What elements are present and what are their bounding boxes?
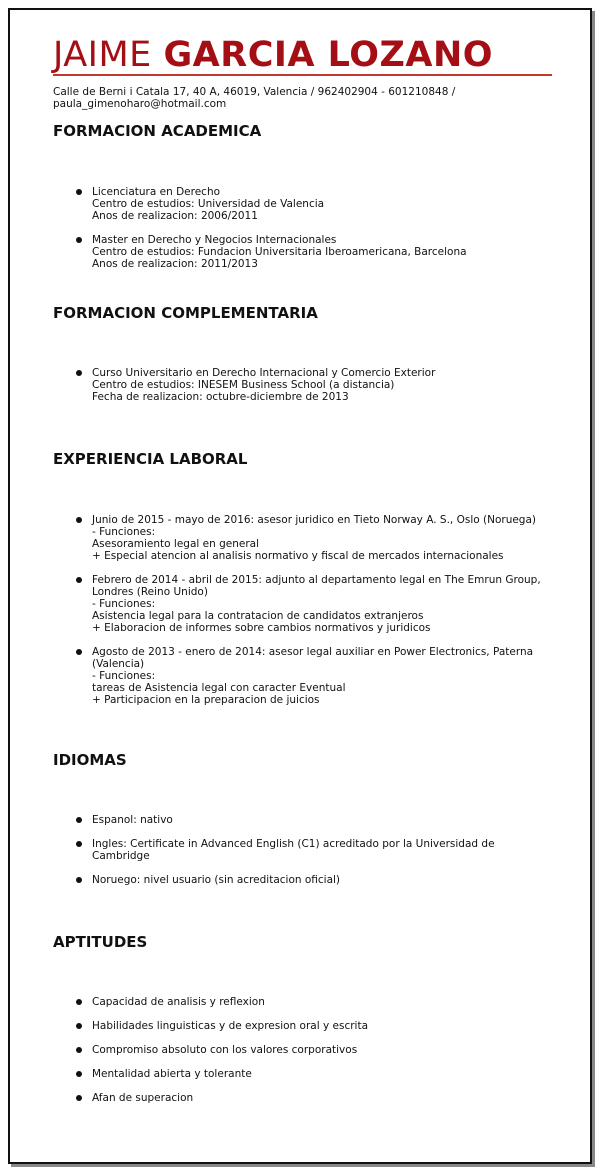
section-title-formacion-complementaria: FORMACION COMPLEMENTARIA [53, 304, 318, 322]
list-item [76, 186, 546, 222]
experiencia-laboral-list [76, 514, 546, 706]
bullet-icon [76, 370, 82, 376]
list-item [76, 646, 546, 706]
section-title-aptitudes: APTITUDES [53, 933, 148, 951]
item-line: Agosto de 2013 - enero de 2014: asesor legal auxiliar en Power Electronics, Paterna [92, 646, 534, 658]
list-item [76, 367, 546, 403]
bullet-icon [76, 877, 82, 883]
item-line: Asesoramiento legal en general [92, 538, 259, 550]
item-line: Asistencia legal para la contratacion de candidatos extranjeros [92, 610, 424, 622]
formacion-academica-list [76, 186, 546, 270]
list-item [76, 514, 546, 562]
bullet-icon [76, 1095, 82, 1101]
item-line: Afan de superacion [92, 1092, 194, 1104]
item-line: - Funciones: [92, 598, 156, 610]
list-item [76, 814, 546, 826]
list-item [76, 1092, 546, 1104]
item-line: Anos de realizacion: 2011/2013 [92, 258, 258, 270]
item-line: + Especial atencion al analisis normativo y fiscal de mercados internacionales [92, 550, 504, 562]
item-line: Centro de estudios: Fundacion Universitaria Iberoamericana, Barcelona [92, 246, 467, 258]
item-line: + Participacion en la preparacion de juicios [92, 694, 320, 706]
list-item [76, 1044, 546, 1056]
bullet-icon [76, 1071, 82, 1077]
item-line: Centro de estudios: Universidad de Valencia [92, 198, 325, 210]
candidate-name [53, 35, 494, 75]
section-title-idiomas: IDIOMAS [53, 751, 127, 769]
bullet-icon [76, 1023, 82, 1029]
item-line: Ingles: Certificate in Advanced English (C1) acreditado por la Universidad de [92, 838, 495, 850]
item-line: tareas de Asistencia legal con caracter Eventual [92, 682, 346, 694]
bullet-icon [76, 841, 82, 847]
list-item [76, 234, 546, 270]
idiomas-list [76, 814, 546, 886]
list-item [76, 996, 546, 1008]
item-line: Licenciatura en Derecho [92, 186, 221, 198]
bullet-icon [76, 817, 82, 823]
item-line: Centro de estudios: INESEM Business School (a distancia) [92, 379, 395, 391]
item-line: Anos de realizacion: 2006/2011 [92, 210, 258, 222]
contact-email: paula_gimenoharo@hotmail.com [53, 98, 227, 110]
section-title-formacion-academica: FORMACION ACADEMICA [53, 122, 262, 140]
list-item [76, 838, 546, 862]
last-name: GARCIA LOZANO [163, 35, 494, 75]
section-title-experiencia-laboral: EXPERIENCIA LABORAL [53, 450, 248, 468]
list-item [76, 574, 546, 634]
header-divider [53, 74, 552, 76]
aptitudes-list [76, 996, 546, 1104]
bullet-icon [76, 189, 82, 195]
item-line: Curso Universitario en Derecho Internacional y Comercio Exterior [92, 367, 436, 379]
item-line: Espanol: nativo [92, 814, 173, 826]
item-line: - Funciones: [92, 526, 156, 538]
bullet-icon [76, 517, 82, 523]
item-line: + Elaboracion de informes sobre cambios normativos y juridicos [92, 622, 431, 634]
contact-address-phone: Calle de Berni i Catala 17, 40 A, 46019, Valencia / 962402904 - 601210848 / [53, 86, 456, 98]
bullet-icon [76, 999, 82, 1005]
item-line: Capacidad de analisis y reflexion [92, 996, 265, 1008]
item-line: Londres (Reino Unido) [92, 586, 208, 598]
item-line: Habilidades linguisticas y de expresion oral y escrita [92, 1020, 369, 1032]
list-item [76, 1068, 546, 1080]
contact-info [53, 86, 483, 110]
bullet-icon [76, 649, 82, 655]
item-line: Mentalidad abierta y tolerante [92, 1068, 252, 1080]
item-line: Noruego: nivel usuario (sin acreditacion oficial) [92, 874, 341, 886]
item-line: - Funciones: [92, 670, 156, 682]
item-line: Cambridge [92, 850, 150, 862]
item-line: Febrero de 2014 - abril de 2015: adjunto al departamento legal en The Emrun Group, [92, 574, 541, 586]
bullet-icon [76, 237, 82, 243]
item-line: Junio de 2015 - mayo de 2016: asesor juridico en Tieto Norway A. S., Oslo (Noruega) [92, 514, 537, 526]
list-item [76, 1020, 546, 1032]
first-name: JAIME [53, 35, 152, 75]
bullet-icon [76, 577, 82, 583]
item-line: Master en Derecho y Negocios Internacionales [92, 234, 337, 246]
item-line: (Valencia) [92, 658, 145, 670]
list-item [76, 874, 546, 886]
formacion-complementaria-list [76, 367, 546, 403]
bullet-icon [76, 1047, 82, 1053]
item-line: Fecha de realizacion: octubre-diciembre de 2013 [92, 391, 349, 403]
item-line: Compromiso absoluto con los valores corporativos [92, 1044, 358, 1056]
